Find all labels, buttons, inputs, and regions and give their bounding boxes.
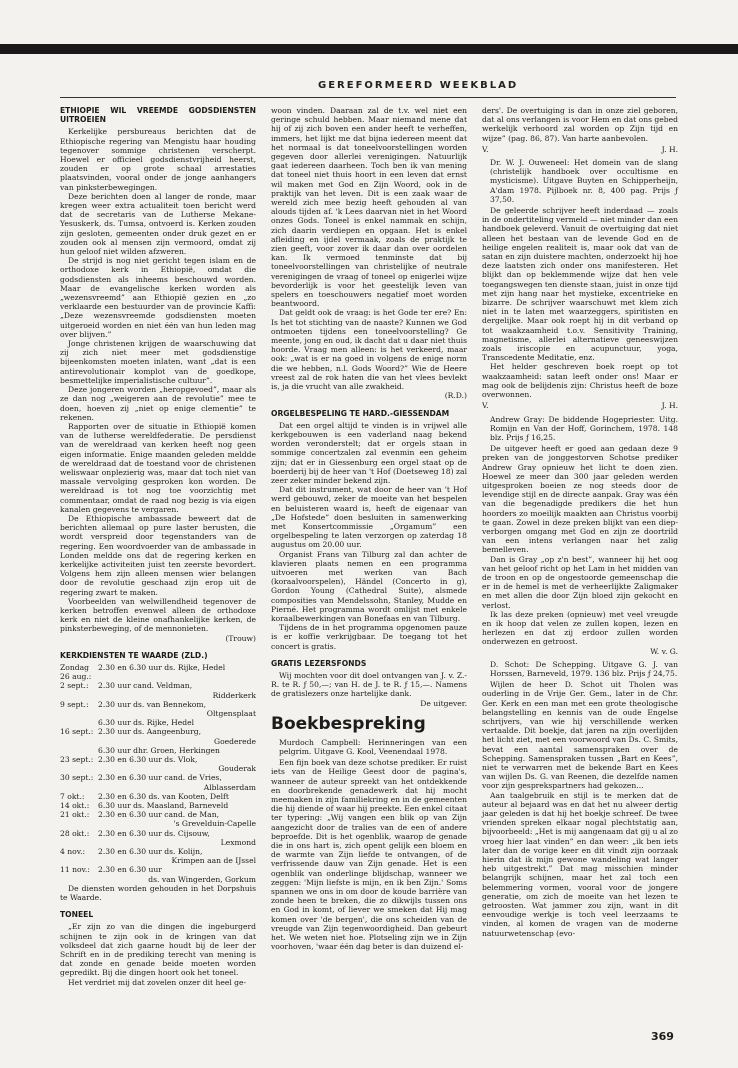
- schedule-text: 2.30 en 6.30 uur ds. Vlok,: [98, 755, 198, 765]
- page-number: 369: [651, 1030, 674, 1043]
- article-heading-gratis: GRATIS LEZERSFONDS: [271, 658, 367, 668]
- article-heading-kerkdiensten: KERKDIENSTEN TE WAARDE (ZLD.): [60, 650, 208, 660]
- paragraph: Een fijn boek van deze schotse prediker. Er ruist iets van de Heilige Geest door de pagina's, wanneer de auteur spreekt van het ontdekkende en doorbrekende genadewerk dat hij mocht meemaken in zijn familiekring en in de gemeenten die hij diende of waar hij preekte. Een enkel citaat ter typering: „Wij vangen een blik op van Zijn aangezicht door de tralies van de een of andere beproefde. Dit is het ogenblik, waarop de genade die in ons hart is, zich opent gelijk een bloem en de warmte van Zijn liefde te ontvangen, of de verfrissende dauw van Zijn genade. Het is een ogenblik van onderlinge blijdschap, wanneer we zeggen: 'Mijn liefste is mijn, en ik ben Zijn.' Soms spannen we ons in om door de koude barrière van zonde heen te breken, die zo dikwijls tussen ons en God in komt, of liever we smeken dat Hij mag komen over 'de bergen', die ons scheiden van de vreugde van Zijn tegenwoordigheid. Dan gebeurt het. We weten niet hoe. Plotseling zijn we in Zijn voorhoven, 'waar één dag beter is dan duizend el-: [271, 758, 467, 952]
- schedule-row: [60, 829, 256, 838]
- paragraph: Rapporten over de situatie in Ethiopië komen van de lutherse wereldfederatie. De persdienst van de wereldraad van kerken heeft nog geen eigen informatie. Enige maanden geleden meldde de wereldraad dat de toestand voor de christenen weliswaar onplezierig was, maar dat toch niet van massale vervolging gesproken kon worden. De wereldraad is tot nog toe voorzichtig met commentaar, omdat de raad nog bezig is via eigen kanalen gegevens te vergaren.: [60, 421, 256, 514]
- schedule-place: Goederede: [214, 736, 256, 746]
- paragraph: „Er zijn zo van die dingen die ingeburgerd schijnen te zijn ook in de kringen van dat volksdeel dat zich gaarne houdt bij de leer der Schrift en in de prediking terecht van mening is dat zonde en genade beide moeten worden gepredikt. Bij die dingen hoort ook het toneel.: [60, 922, 256, 978]
- service-schedule: [60, 663, 256, 884]
- top-scan-border: [0, 44, 738, 54]
- schedule-row: [60, 746, 256, 755]
- header-rule: [60, 97, 676, 98]
- book-reference: Dr. W. J. Ouweneel: Het domein van de slang (christelijk handboek over occultisme en mysticisme). Uitgave Buyten en Schipperheijn, A'dam 1978. Pijlboek nr. 8, 400 pag. Prijs ƒ 37,50.: [490, 158, 678, 204]
- paragraph: De uitgever heeft er goed aan gedaan deze 9 preken van de jonggestorven Schotse prediker Andrew Gray opnieuw het licht te doen zien. Hoewel ze meer dan 300 jaar geleden werden uitgesproken boeien ze nog steeds door de levendige stijl en de directe aanpak. Gray was één van die begenadigde predikers die het hun hoorders zo moeilijk maakten aan Christus voorbij te gaan. Zowel in deze preken blijkt van een diep-verborgen omgang met God en zijn ze doortrild van een intens verlangen naar het zalig bemelleven.: [482, 444, 678, 555]
- column-2: [271, 106, 467, 951]
- schedule-text: 2.30 uur ds. Aangeenburg,: [98, 727, 202, 737]
- signature-initials: J. H.: [661, 144, 678, 154]
- paragraph: De diensten worden gehouden in het Dorpshuis te Waarde.: [60, 883, 256, 903]
- schedule-row: [60, 718, 256, 727]
- schedule-row: [60, 810, 256, 819]
- schedule-date: 21 okt.:: [60, 810, 90, 820]
- schedule-row: [60, 727, 256, 736]
- section-heading-boekbespreking: Boekbespreking: [271, 713, 426, 734]
- paragraph: Dat geldt ook de vraag: is het Gode ter ere? En: Is het tot stichting van de naaste? Kunnen we God ontmoeten tijdens een toneelvoorstelling? Ge meente, jong en oud, ik dacht dat u daar niet thuis hoorde. Vraag men alleen: is het verkeerd, maar ook: „wat is er na goed in volgens de enige norm die we hebben, n.l. Gods Woord?” Wie de Heere vreest zal de rok haten die van het vlees bevlekt is, ja die vrucht van alle zwakheid.: [271, 308, 467, 392]
- schedule-place: Ridderkerk: [212, 690, 256, 700]
- schedule-date: [60, 746, 98, 755]
- schedule-place: 's Grevelduin-Capelle: [173, 819, 256, 829]
- book-reference: Andrew Gray: De biddende Hogepriester. Uitg. Romijn en Van der Hoff, Gorinchem, 1978. 148 blz. Prijs ƒ 16,25.: [490, 414, 678, 442]
- column-1: [60, 106, 256, 987]
- schedule-text: 2.30 uur ds. van Bennekom,: [98, 699, 206, 709]
- schedule-date: 23 sept.:: [60, 755, 94, 765]
- schedule-text: 2.30 en 6.30 uur ds. Cijsouw,: [98, 828, 210, 838]
- paragraph: Ik las deze preken (opnieuw) met veel vreugde en ik hoop dat velen ze zullen kopen, lezen en herlezen en dat zij erdoor zullen worden onderwezen en getroost.: [482, 609, 678, 647]
- schedule-date: 14 okt.:: [60, 801, 90, 811]
- schedule-text: 2.30 en 6.30 uur cand. de Vries,: [98, 773, 222, 783]
- column-3: [482, 106, 678, 938]
- schedule-text: 6.30 uur dhr. Groen, Herkingen: [98, 745, 220, 755]
- paragraph: Tijdens de in het programma opgenomen pauze is er koffie verkrijgbaar. De toegang tot het concert is gratis.: [271, 623, 467, 651]
- article-heading-orgel: ORGELBESPELING TE HARD.-GIESSENDAM: [271, 408, 450, 418]
- schedule-date: 30 sept.:: [60, 773, 94, 783]
- schedule-row: [60, 792, 256, 801]
- schedule-date: 28 okt.:: [60, 828, 90, 838]
- schedule-place: Krimpen aan de IJssel: [171, 856, 256, 866]
- schedule-text: 2.30 uur cand. Veldman,: [98, 681, 193, 691]
- schedule-row: [60, 681, 256, 690]
- paragraph: ders'. De overtuiging is dan in onze ziel geboren, dat al ons verlangen is voor Hem en dat ons gebed werkelijk verhoord zal worden op Zijn tijd en wijze” (pag. 86, 87). Van harte aanbevolen.: [482, 106, 678, 143]
- schedule-text: 2.30 en 6.30 uur ds. Rijke, Hedel: [98, 662, 226, 672]
- paragraph: Het helder geschreven boek roept op tot waakzaamheid: satan leeft onder ons! Maar er mag ook de belijdenis zijn: Christus heeft de boze overwonnen.: [482, 362, 678, 400]
- schedule-date: 2 sept.:: [60, 681, 89, 691]
- schedule-place: Lexmond: [220, 837, 256, 847]
- schedule-place: Oltgensplaat: [206, 709, 256, 718]
- schedule-text: 2.30 en 6.30 uur: [98, 865, 162, 875]
- schedule-date: 16 sept.:: [60, 727, 94, 737]
- schedule-date: 7 okt.:: [60, 791, 85, 801]
- paragraph: Wijlen de heer D. Schot uit Tholen was ouderling in de Vrije Ger. Gem., later in de Chr. Ger. Kerk en een man met een grote theologische belangstelling en kennis van de oude Engelse schrijvers, van wie hij verschillende werken vertaalde. Dit boekje, dat jaren na zijn overlijden het licht ziet, met een voorwoord van Ds. C. Smits, bevat een aantal samenspraken over de Schepping. Samenspraken tussen „Bart en Kees”, niet te verwarren met de bekende Bart en Kees van wijlen Ds. G. van Reenen, die dezelfde namen voor zijn gesprekspartners had gekozen...: [482, 680, 678, 791]
- schedule-text: 2.30 en 6.30 ds. van Kooten, Delft: [98, 791, 229, 801]
- article-heading-toneel: TONEEL: [60, 910, 94, 920]
- paragraph: Kerkelijke persbureaus berichten dat de Ethiopische regering van Mengistu haar houding tegenover sommige christenen verscherpt. Hoewel er officieel godsdienstvrijheid heerst, zouden er op grote schaal arrestaties plaatsvinden, vooral onder de jonge aanhangers van pinksterbewegingen.: [60, 127, 256, 192]
- paragraph: Dan is Gray „op z'n best”, wanneer hij het oog van het geloof richt op het Lam in het midden van de troon en op de ongestoorde gemeenschap die er in de hemel is met de verheerlijkte Zaligmaker en met allen die door Zijn bloed zijn gekocht en verlost.: [482, 554, 678, 610]
- paragraph: De strijd is nog niet gericht tegen islam en de orthodoxe kerk in Ethiopië, omdat die godsdiensten als inheems beschouwd worden. Maar de evangelische kerken worden als „wezensvreemd” aan Ethiopië gezien en „zo verklaarde een bestuurder van de provincie Kaffi: „Deze wezensvreemde godsdiensten moeten uitgeroeid worden en niet één van hun leden mag over blijven.”: [60, 256, 256, 339]
- signature-initial: V.: [482, 401, 489, 411]
- signature: De uitgever.: [420, 698, 467, 708]
- paragraph: Dat een orgel altijd te vinden is in vrijwel alle kerkgebouwen is een vaderland naag bekend worden veronderstelt; dat er orgels staan in sommige concertzalen zal evenmin een geheim zijn; dat er in Giessenburg een orgel staat op de boerderij bij de heer van 't Hof (Doetseweg 18) zal zeer zeker minder bekend zijn.: [271, 420, 467, 485]
- schedule-row: [60, 773, 256, 782]
- paragraph: De Ethiopische ambassade beweert dat de berichten allemaal op pure laster berusten, die wordt verspreid door tegenstanders van de regering. Een woordvoerder van de ambassade in Londen meldde ons dat de regering kerken en kerkelijke activiteiten juist ten zeerste bevordert. Volgens hem zijn alleen mensen wier belangen door de revolutie geschaad zijn erop uit de regering zwart te maken.: [60, 513, 256, 597]
- paragraph: Dat dit instrument, wat door de heer van 't Hof werd gebouwd, zeker de moeite van het bespelen en beluisteren waard is, heeft de eigenaar van „De Hofstede” doen besluiten in samenwerking met Konsertcommissie „Orgamum” een orgelbespeling te laten verzorgen op zaterdag 18 augustus om 20.00 uur.: [271, 485, 467, 550]
- paragraph: Het verdriet mij dat zovelen onzer dit heel ge-: [68, 977, 247, 987]
- schedule-date: [60, 718, 98, 727]
- schedule-row: [60, 700, 256, 709]
- article-heading-ethiopie: ETHIOPIE WIL VREEMDE GODSDIENSTEN UITROEIEN: [60, 106, 256, 125]
- paragraph: Aan taalgebruik en stijl is te merken dat de auteur al bejaard was en dat het nu alweer dertig jaar geleden is dat hij het boekje schreef. De twee vrienden spreken elkaar nogal plechtstatig aan, bijvoorbeeld: „Het is mij aangenaam dat gij u al zo vroeg hier laat vinden” en dan weer: „ik ben iets later dan de vorige keer en dit vindt zijn oorzaak hierin dat ik mijn gewone wandeling wat langer heb uitgestrekt.” Dat mag misschien minder belangrijk schijnen, maar het zal toch een belemmering vormen, vooral voor de jongere generatie, om zich de moeite van het lezen te getroosten. Wat jammer zou zijn, want in dit eenvoudige werkje is toch veel leerzaams te vinden, al komen de vragen van de moderne natuurwetenschap (evo-: [482, 790, 678, 938]
- schedule-row: [60, 755, 256, 764]
- schedule-row: [60, 801, 256, 810]
- signature: W. v. G.: [650, 646, 678, 656]
- schedule-place: Gouderak: [218, 764, 256, 774]
- source-credit: (R.D.): [444, 391, 467, 401]
- schedule-text: 6.30 uur ds. Rijke, Hedel: [98, 718, 195, 728]
- schedule-text: 2.30 en 6.30 uur ds. Kolijn,: [98, 847, 203, 857]
- signature-row: [482, 145, 678, 154]
- schedule-row: [60, 663, 256, 681]
- schedule-date: 11 nov.:: [60, 865, 90, 875]
- schedule-date: 9 sept.:: [60, 699, 89, 709]
- paragraph: De geleerde schrijver heeft inderdaad — zoals in de ondertiteling vermeld — niet minder dan een handboek geleverd. Vanuit de overtuiging dat niet alleen het bestaan van de levende God en de heilige engelen realiteit is, maar ook dat van de satan en zijn duistere machten, onderzoekt hij hoe deze laatsten zich onder ons manifesteren. Het blijkt dan op beklemmende wijze dat hen vele toegangswegen ten dienste staan, juist in onze tijd met zijn hang naar het mystieke, excentrieke en bizarre. De schrijver waarschuwt met klem zich niet in te laten met waarzeggers, spiritisten en dergelijke. Maar ook roept hij in dit verband op tot waakzaamheid t.o.v. Sensitivity Training, magnetisme, allerlei alternatieve geneeswijzen zoals iriscopie en acupunctuur, yoga, Transcedente Meditatie, enz.: [482, 206, 678, 363]
- schedule-row: [60, 847, 256, 856]
- signature-initial: V.: [482, 144, 489, 154]
- paragraph: Jonge christenen krijgen de waarschuwing dat zij zich niet meer met godsdienstige bijeenkomsten moeten inlaten, want „dat is een antirevolutionair komplot van de goedkope, besmettelijke imperialistische cultuur”.: [60, 339, 256, 385]
- masthead: GEREFORMEERD WEEKBLAD: [318, 80, 519, 91]
- paragraph: Voorbeelden van welwillendheid tegenover de kerken betroffen evenwel alleen de orthodoxe kerk en niet de kleine onafhankelijke kerken, de pinksterbeweging, of de mennonieten.: [60, 596, 256, 634]
- paragraph: Deze jongeren worden „heropgevoed”, maar als ze dan nog „weigeren aan de revolutie” mee te doen, hoeven zij „niet op enige clementie” te rekenen.: [60, 385, 256, 422]
- schedule-place: Alblasserdam: [203, 782, 256, 792]
- paragraph: Deze berichten doen al langer de ronde, maar kregen weer extra actualiteit toen bericht werd dat de secretaris van de Lutherse Mekane-Yesuskerk, ds. Tumsa, ontvoerd is. Kerken zouden zijn gesloten, gemeenten onder druk gezet en er zouden ook al mensen zijn vermoord, omdat zij hun geloof niet wilden afzweren.: [60, 191, 256, 257]
- signature-row: [482, 401, 678, 410]
- schedule-date: 4 nov.:: [60, 847, 86, 857]
- schedule-row: [60, 865, 256, 874]
- paragraph: Wij mochten voor dit doel ontvangen van J. v. Z.-R. te R. ƒ 50,—; van H. de J. te R. ƒ 15,—. Namens de gratislezers onze hartelijke dank.: [271, 670, 467, 699]
- paragraph: Organist Frans van Tilburg zal dan achter de klavieren plaats nemen en een programma uitvoeren met werken van Bach (koraalvoorspelen), Händel (Concerto in g), Gordon Young (Cathedral Suite), alsmede composities van Mendelssohn, Stanley, Mudde en Pierné. Het programma wordt omlijst met enkele koraalbewerkingen van Bonefaas en van Tilburg.: [271, 549, 467, 623]
- source-credit: (Trouw): [225, 633, 256, 643]
- book-reference: Murdoch Campbell: Herinneringen van een pelgrim. Uitgave G. Kool, Veenendaal 1978.: [279, 737, 467, 756]
- paragraph: woon vinden. Daaraan zal de t.v. wel niet een geringe schuld hebben. Maar niemand mene dat hij of zij zich boven een ander heeft te verheffen, immers, het lijkt me dat bijna iedereen meent dat het normaal is dat toneelvoorstellingen worden gegeven door allerlei verenigingen. Natuurlijk gaat iedereen daarheen. Toch ben ik van mening dat toneel niet thuis hoort in een leven dat ernst wil maken met God en Zijn Woord, ook in de praktijk van het leven. Dit is een zaak waar de wereld zich mee bezig heeft gehouden al van alouds tijden af. 'k Lees daarvan niet in het Woord onzes Gods. Toneel is enkel nammak en schijn, zich daarin verdiepen en opgaan. Het is enkel afleiding en ijdel vermaak, zoals de praktijk te zien geeft, voor zover ik daar dan over oordelen kan. Ik vermoed tenminste dat bij toneelvoorstellingen van christelijke of neutrale verenigingen de vraag of toneel op enigerlei wijze bevorderlijk is voor het geestelijk leven van spelers en toeschouwers negatief moet worden beantwoord.: [271, 106, 467, 309]
- book-reference: D. Schot: De Schepping. Uitgave G. J. van Horssen, Barneveld, 1979. 136 blz. Prijs ƒ 24,75.: [490, 659, 678, 678]
- signature-initials: J. H.: [661, 401, 678, 411]
- schedule-text: 2.30 en 6.30 uur cand. de Man,: [98, 810, 220, 820]
- schedule-place: ds. van Wingerden, Gorkum: [148, 874, 256, 884]
- schedule-date: Zondag 26 aug.:: [60, 662, 92, 682]
- schedule-text: 6.30 uur ds. Maasland, Barneveld: [98, 801, 229, 811]
